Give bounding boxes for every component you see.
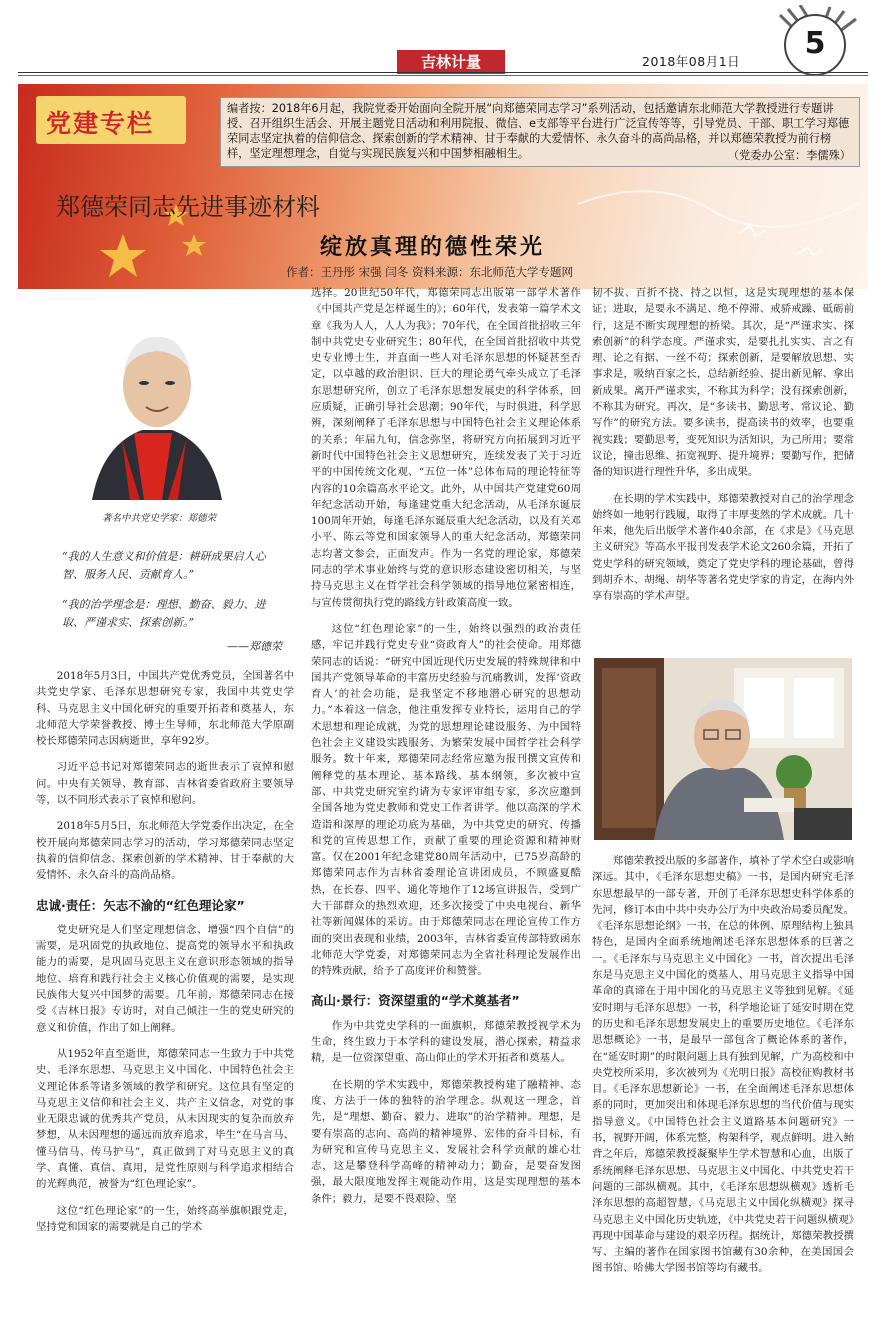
masthead: 吉林计量 [397,50,505,74]
paragraph: 作为中共党史学科的一面旗帜，郑德荣教授视学术为生命，终生致力于本学科的建设发展，潜心探索，精益求精，是一位资深望重、高山仰止的学术开拓者和奠基人。 [311,1019,581,1065]
paragraph: 在长期的学术实践中，郑德荣教授对自己的治学理念始终如一地躬行践履，取得了丰厚斐然的学术成就。几十年来，他先后出版学术著作40余部，在《求是》《马克思主义研究》等高水平报刊发表学术论文260余篇，开拓了党史学科的研究领域，奠定了党史学科的理论基础，曾得到胡乔木、胡绳、胡华等著名党史学家的肯定，在海内外享有崇高的学术声望。 [592,492,854,603]
editor-note-box [220,97,860,167]
section-heading-loyalty: 忠诚·责任：矢志不渝的“红色理论家” [36,897,245,913]
paragraph: 党史研究是人们坚定理想信念、增强“四个自信”的需要，是巩固党的执政地位、提高党的领导水平和执政能力的需要，是巩固马克思主义在意识形态领域的指导地位、培育和践行社会主义核心价值观的需要，是实现民族伟大复兴中国梦的需要。几年前，郑德荣同志在接受《吉林日报》专访时，对自己倾注一生的党史研究的意义和价值，作出了如上阐释。 [36,923,294,1034]
quote-study-philosophy: “我的治学理念是：理想、勤奋、毅力、进取、严谨求实、探索创新。” [62,598,266,629]
quote-block [62,548,282,656]
editor-note: 编者按：2018年6月起，我院党委开始面向全院开展“向郑德荣同志学习”系列活动，包括邀请东北师范大学教授进行专题讲授、召开组织生活会、开展主题党日活动和利用院报、微信、e支部等平台进行广泛宣传等等，引导党员、干部、职工学习郑德荣同志坚定执着的信仰信念、探索创新的学术精神、甘于奉献的大爱情怀、永久奋斗的高尚品格，并以郑德荣教授为前行榜样，坚定理想理念，自觉与实现民族复兴和中国梦相融相生。 [227,102,850,160]
paragraph: 在长期的学术实践中，郑德荣教授构建了融精神、态度、方法于一体的独特的治学理念。纵观这一理念，首先，是“理想、勤奋、毅力、进取”的治学精神。理想，是要有崇高的志向、高尚的精神境界、宏伟的奋斗目标，有为研究和宣传马克思主义、发展社会科学贡献的雄心壮志，这是攀登科学高峰的精神动力；勤奋，是要奋发图强，最大限度地发挥主观能动作用，这是实现理想的基本条件；毅力，是要不畏艰险、坚 [311,1078,581,1205]
column-3-continued [592,853,854,1287]
section-label: 党建专栏 [46,109,155,138]
paragraph: 这位“红色理论家”的一生，始终以强烈的政治责任感，牢记并践行党史专业“资政育人”的社会使命。用郑德荣同志的话说：“研究中国近现代历史发展的特殊规律和中国共产党领导革命的丰富历史经验与沉痛教训，发挥‘资政育人’的社会功能，是我坚定不移地潜心研究的思想动力。”本着这一信念，他注重发挥专业特长，运用自己的学术思想和理论成就，为党的思想理论建设服务、为中国特色社会主义建设实践服务、为繁荣发展中国哲学社会科学服务。数十年来，郑德荣同志经常应邀为报刊撰文宣传和阐释党的基本理论、基本路线、基本纲领，多次被中宣部、中共党史研究室约请为专家评审组专家，多次应邀到全国各地为党史教师和党史工作者讲学。他以高深的学术造诣和深厚的理论功底为基础，为中共党史的研究、传播和党的宣传思想工作，贡献了重要的理论资源和精神财富。仅在2001年纪念建党80周年活动中，已75岁高龄的郑德荣同志作为吉林省委理论宣讲团成员，不顾盛夏酷热，在长春、四平、通化等地作了12场宣讲报告，受到广大干部群众的热烈欢迎，还多次接受了中央电视台、新华社等新闻媒体的采访。由于郑德荣同志在理论宣传工作方面的突出表现和业绩，2003年，吉林省委宣传部特致函东北师范大学党委，对郑德荣同志为全省社科理论发展作出的特殊贡献，给予了高度评价和赞誉。 [311,622,581,978]
study-photo [594,658,852,840]
page-number: 5 [784,14,846,76]
paragraph: 习近平总书记对郑德荣同志的逝世表示了哀悼和慰问。中央有关领导、教育部、吉林省委省政府主要领导等，以不同形式表示了哀悼和慰问。 [36,761,294,807]
article-byline: 作者：王丹彤 宋强 闫冬 资料来源：东北师范大学专题网 [286,265,573,279]
paragraph: 这位“红色理论家”的一生，始终高举旗帜跟党走，坚持党和国家的需要就是自己的学术 [36,1204,294,1233]
paragraph: 郑德荣教授出版的多部著作，填补了学术空白或影响深远。其中，《毛泽东思想史稿》一书，是国内研究毛泽东思想最早的一部专著，开创了毛泽东思想史科学体系的先河，修订本由中共中央办公厅为中央政治局委员配发。《毛泽东思想论纲》一书，在总的体例、原理结构上独具特色，是国内全面系统地阐述毛泽东思想体系的巨著之一。《毛泽东与马克思主义中国化》一书，首次提出毛泽东是马克思主义中国化的奠基人、用马克思主义指导中国革命的真谛在于用中国化的马克思主义等独到见解。《延安时期与毛泽东思想》一书，科学地论证了延安时期在党的历史和毛泽东思想发展史上的重要历史地位。《毛泽东思想概论》一书，是最早一部包含了概论体系的著作，在“延安时期”的时限问题上具有独到见解，广为高校和中央党校所采用，多次被列为《光明日报》高校征购教材书目。《毛泽东思想新论》一书，在全面阐述毛泽东思想体系的同时，更加突出和体现毛泽东思想的当代价值与现实指导意义。《中国特色社会主义道路基本问题研究》一书，视野开阔，体系完整，构架科学，观点鲜明。进入鲐背之年后，郑德荣教授凝聚毕生学术智慧和心血，出版了系统阐释毛泽东思想、马克思主义中国化、中共党史若干问题的三部纵横观。其中，《毛泽东思想纵横观》透析毛泽东思想的高超智慧，《马克思主义中国化纵横观》探寻马克思主义中国化历史轨迹，《中共党史若干问题纵横观》再现中国革命与建设的艰辛历程。据统计，郑德荣教授撰写、主编的著作在国家图书馆藏有30余种，在美国国会图书馆、哈佛大学图书馆等均有藏书。 [592,855,854,1275]
paragraph: 2018年5月5日，东北师范大学党委作出决定，在全校开展向郑德荣同志学习的活动，学习郑德荣同志坚定执着的信仰信念、探索创新的学术精神、甘于奉献的大爱情怀、永久奋斗的高尚品格。 [36,820,294,882]
column-2 [311,285,581,1217]
editor-note-signature: （党委办公室：李儒殊） [727,149,851,162]
issue-date: 2018年08月1日 [642,54,741,69]
portrait-photo [82,295,232,500]
page-header [0,0,886,80]
column-1 [36,668,294,1245]
paragraph: 2018年5月3日，中国共产党优秀党员，全国著名中共党史学家、毛泽东思想研究专家，我国中共党史学科、马克思主义中国化研究的重要开拓者和奠基人，东北师范大学荣誉教授、博士生导师，东北师范大学原副校长郑德荣同志因病逝世，享年92岁。 [36,670,294,748]
paragraph: 从1952年直至逝世，郑德荣同志一生致力于中共党史、毛泽东思想、马克思主义中国化、中国特色社会主义理论体系等诸多领域的教学和研究。这位具有坚定的马克思主义信仰和社会主义、共产主义信念，对党的事业无限忠诚的优秀共产党员，从未因现实的复杂而放弃梦想，从未因理想的遥远而放弃追求，毕生“在马言马、懂马信马、传马护马”，真正做到了对马克思主义的真学、真懂、真信、真用，是党性原则与科学追求相结合的光辉典范，被誉为“红色理论家”。 [36,1047,294,1191]
header-rule [18,72,868,73]
material-title: 郑德荣同志先进事迹材料 [56,193,320,221]
header-rule-thin [18,75,868,76]
paragraph: 选择。20世纪50年代，郑德荣同志出版第一部学术著作《中国共产党是怎样诞生的》；60年代，发表第一篇学术文章《我为人人，人人为我》；70年代，在全国首批招收三年制中共党史专业研究生；80年代，在全国首批招收中共党史专业博士生，并直面一些人对毛泽东思想的怀疑甚至否定，以卓越的政治胆识、巨大的理论勇气牵头成立了毛泽东思想研究所，创立了毛泽东思想发展史的科学体系，回应质疑，正确引导社会思潮；90年代，与时俱进，科学思辨，深刻阐释了毛泽东思想与中国特色社会主义理论体系的关系；年届九旬，信念弥坚，将研究方向拓展到习近平新时代中国特色社会主义思想研究，连续发表了关于习近平的中国传统文化观、“五位一体”总体布局的理论特征等内容的10余篇高水平论文。此外，从中国共产党建党60周年纪念活动开始，每逢建党重大纪念活动，从毛泽东诞辰100周年开始，每逢毛泽东诞辰重大纪念活动，以及有关邓小平、陈云等党和国家领导人的重大纪念活动，郑德荣同志均著文参会，正面发声。作为一名党的理论家，郑德荣同志的学术事业始终与党的意识形态建设密切相关，与坚持马克思主义在哲学社会科学领域的指导地位紧密相连，与宣传贯彻执行党的路线方针政策高度一致。 [311,287,581,609]
section-heading-scholar: 高山·景行：资深望重的“学术奠基者” [311,993,520,1009]
column-3 [592,285,854,615]
paragraph: 韧不拔、百折不挠、持之以恒，这是实现理想的基本保证；进取，是要永不满足、绝不停滞、戒骄戒躁、砥砺前行，这是不断实现理想的桥梁。其次，是“严谨求实、探索创新”的科学态度。严谨求实，是要扎扎实实、言之有理、论之有据、一丝不苟；探索创新，是要解放思想、实事求是，吸纳百家之长，总结新经验、提出新见解、拿出新成果。离开严谨求实，不称其为科学；没有探索创新，不称其为研究。再次，是“多读书、勤思考、常议论、勤写作”的研究方法。要多读书，提高读书的效率，也要重视实践；要勤思考，变死知识为活知识，为己所用；要常议论，撞击思维、拓宽视野、提升境界；要勤写作，把储备的知识进行理性升华，多出成果。 [592,287,854,479]
portrait-caption: 著名中共党史学家：郑德荣 [102,513,217,524]
article-title: 绽放真理的德性荣光 [320,235,546,260]
quote-life-meaning: “我的人生意义和价值是：耕研成果启人心智、服务人民、贡献育人。” [62,550,266,581]
quote-signature: ——郑德荣 [227,640,282,653]
